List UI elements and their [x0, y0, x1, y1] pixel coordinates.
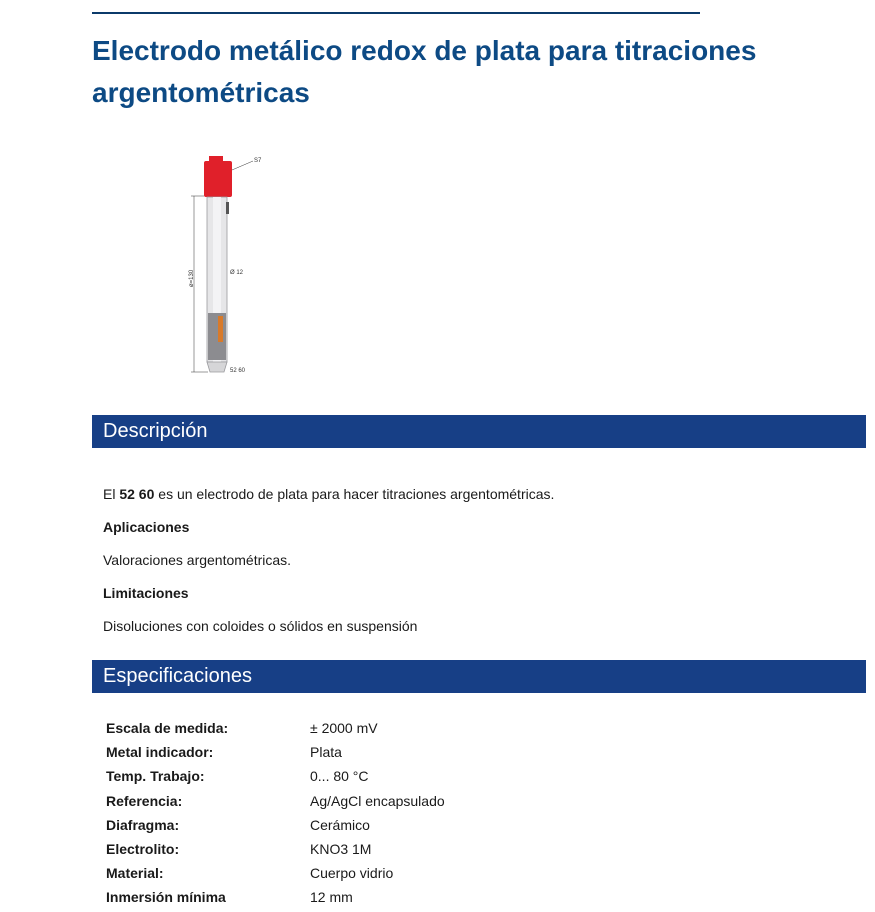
aplicaciones-text: Valoraciones argentométricas.: [103, 552, 292, 568]
page-title: Electrodo metálico redox de plata para titraciones argentométricas: [92, 35, 757, 108]
limitaciones-heading: Limitaciones: [103, 585, 189, 601]
limitaciones-text: Disoluciones con coloides o sólidos en suspensión: [103, 618, 418, 634]
table-row: Metal indicador: Plata: [106, 744, 342, 761]
table-row: Inmersión mínima 12 mm: [106, 889, 353, 906]
aplicaciones-heading: Aplicaciones: [103, 519, 190, 535]
section-heading-descripcion: Descripción: [92, 415, 866, 448]
table-row: Material: Cuerpo vidrio: [106, 865, 394, 882]
electrolyte-fill: [208, 313, 226, 360]
length-label: ø=130: [189, 269, 195, 287]
connector-label: S7: [254, 158, 262, 164]
model-label: 52 60: [230, 368, 246, 374]
section-heading-especificaciones: Especificaciones: [92, 660, 866, 693]
top-divider: [92, 12, 700, 14]
specifications-table: [106, 716, 445, 910]
table-row: Referencia: Ag/AgCl encapsulado: [106, 792, 445, 809]
diameter-label: Ø 12: [230, 270, 244, 276]
model-number: 52 60: [119, 486, 155, 502]
description-intro: El 52 60 es un electrodo de plata para hacer titraciones argentométricas.: [103, 486, 555, 502]
table-row: Escala de medida: ± 2000 mV: [106, 720, 378, 737]
silver-element: [218, 316, 223, 342]
electrode-drawing: [180, 150, 270, 380]
table-row: Electrolito: KNO3 1M: [106, 841, 372, 858]
table-row: Diafragma: Cerámico: [106, 816, 370, 833]
table-row: Temp. Trabajo: 0... 80 °C: [106, 768, 369, 785]
connector-head: [204, 161, 232, 197]
